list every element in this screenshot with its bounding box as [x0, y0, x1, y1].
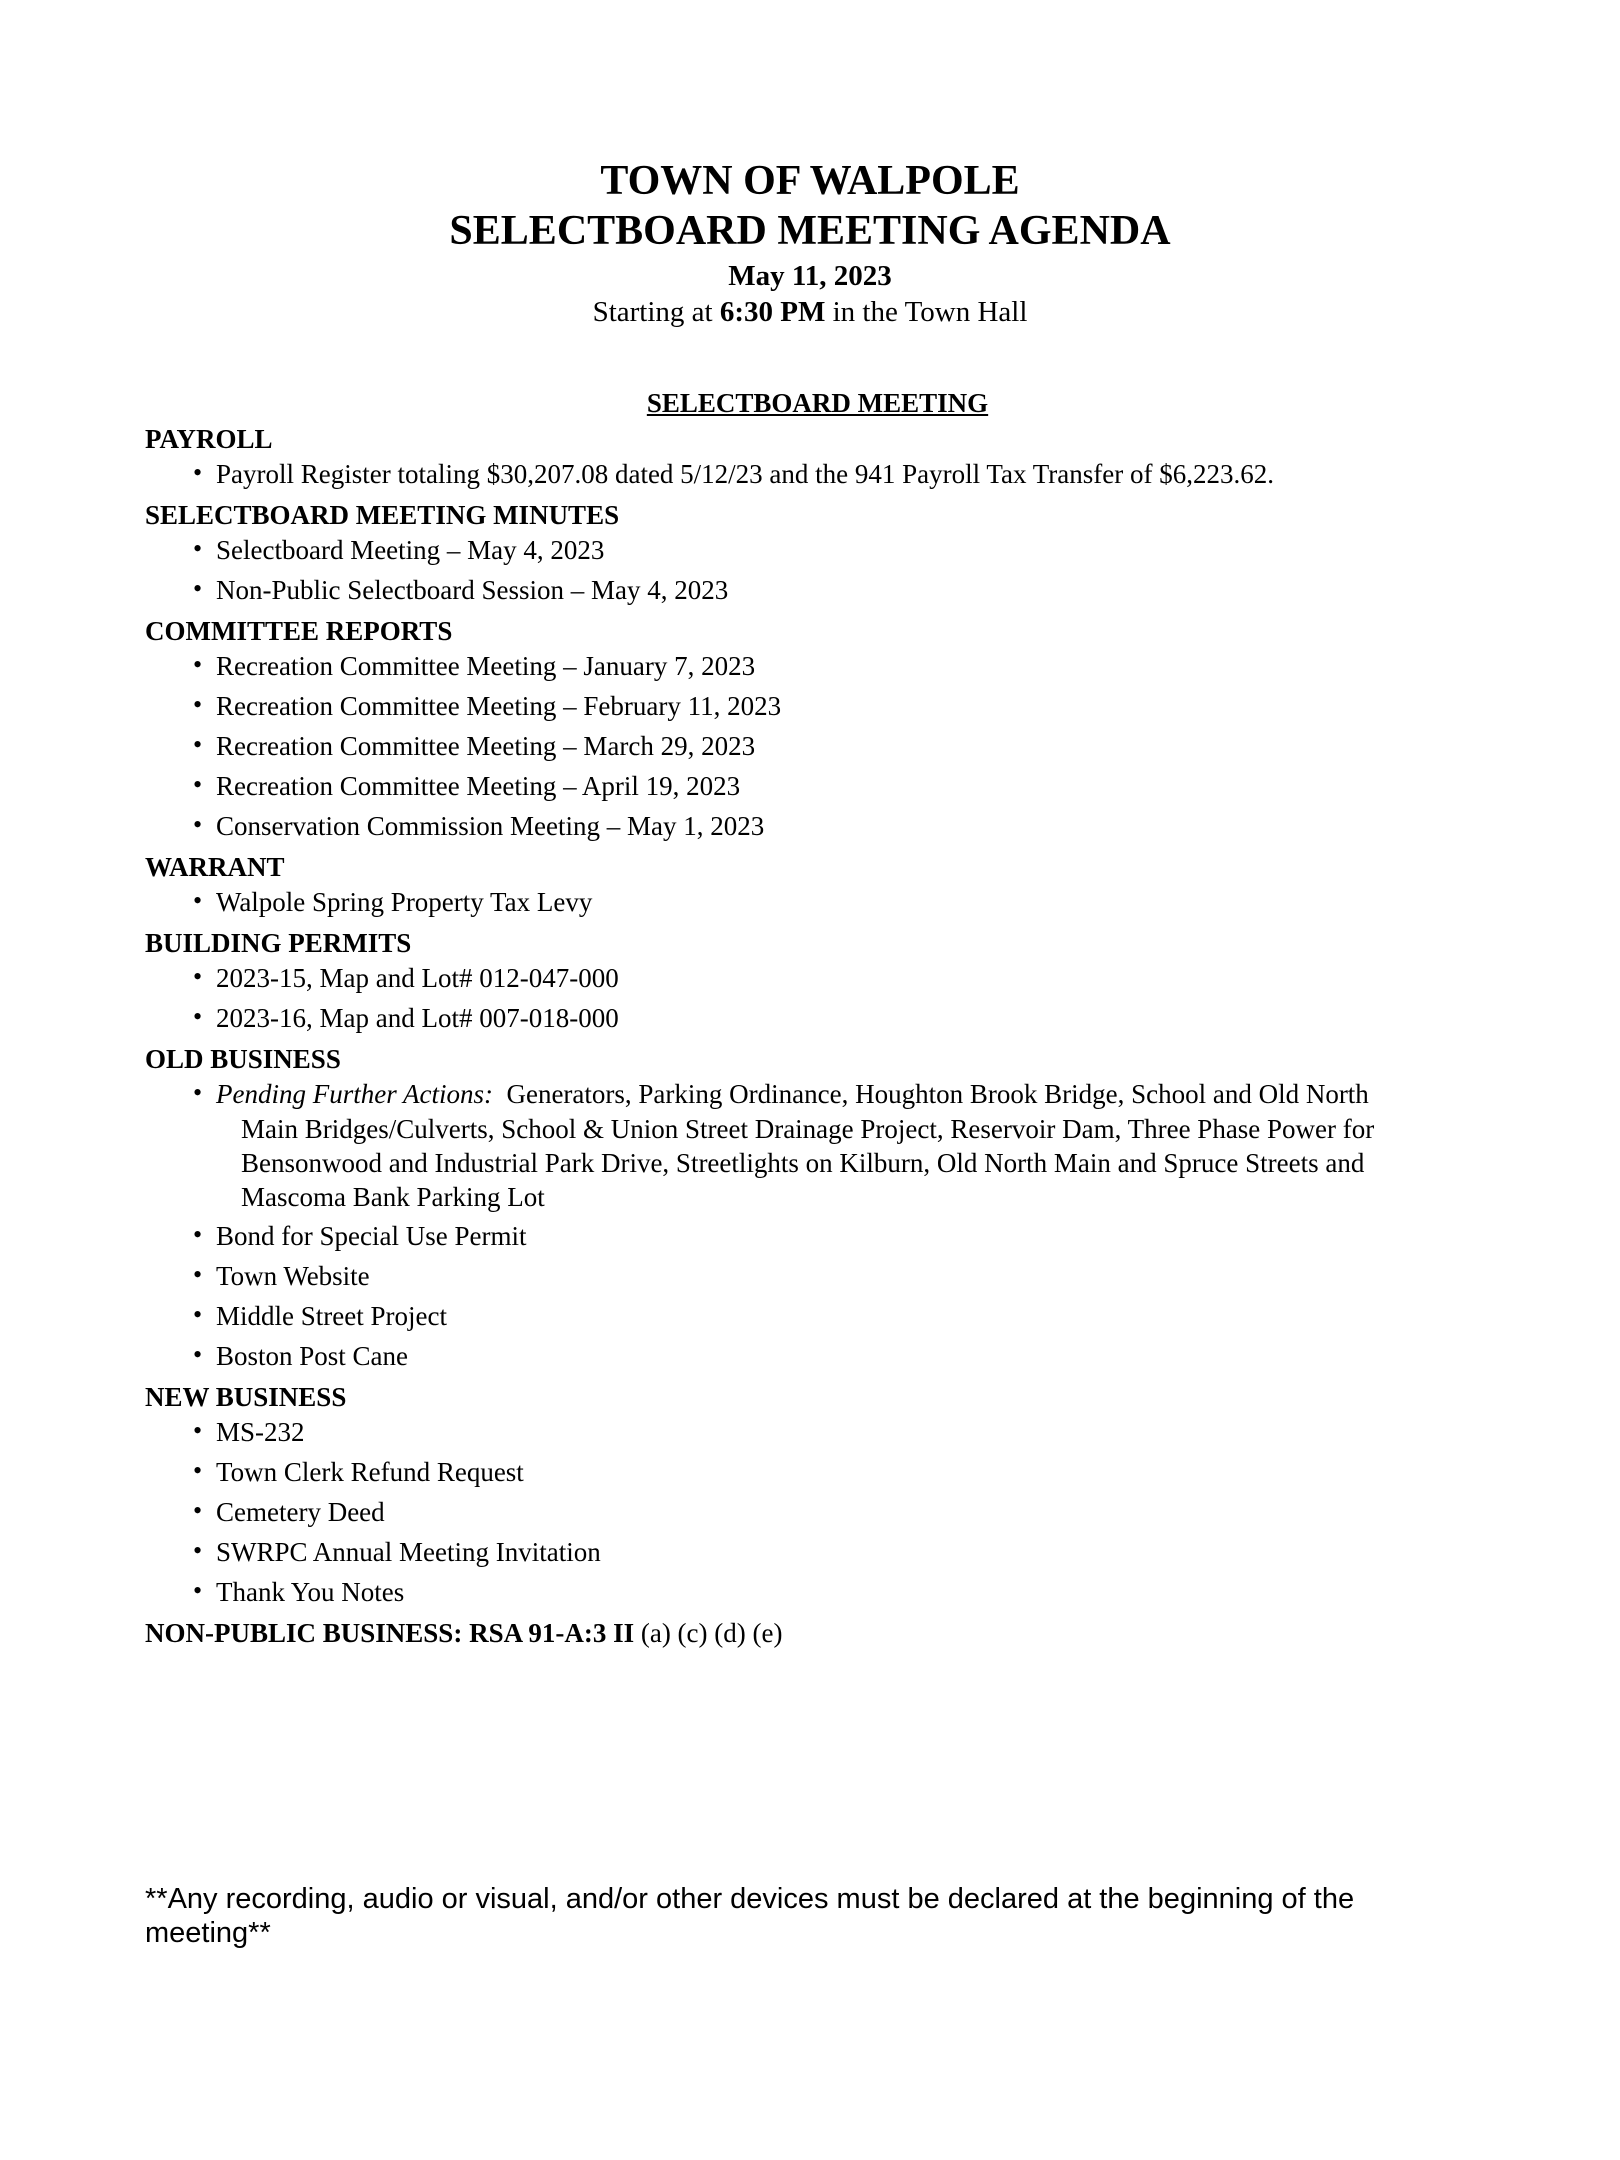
list-item: • Town Clerk Refund Request: [193, 1455, 1485, 1490]
list-item: • 2023-15, Map and Lot# 012-047-000: [193, 961, 1485, 996]
recording-notice-line1: **Any recording, audio or visual, and/or other devices must be declared at the beginning of the: [145, 1883, 1355, 1915]
list-item: • Recreation Committee Meeting – April 19, 2023: [193, 769, 1485, 804]
bullet-icon: •: [193, 886, 203, 915]
list-item: • Boston Post Cane: [193, 1339, 1485, 1374]
pending-actions-item: [193, 1077, 1485, 1214]
minutes-list: [145, 533, 1485, 608]
list-item: • Recreation Committee Meeting – January 7, 2023: [193, 649, 1485, 684]
permits-list: [145, 961, 1485, 1036]
bullet-icon: •: [193, 1078, 203, 1107]
start-prefix: Starting at: [592, 296, 720, 328]
bullet-icon: •: [193, 1300, 203, 1329]
bullet-icon: •: [193, 534, 203, 563]
bullet-icon: •: [193, 770, 203, 799]
agenda-body: [145, 385, 1485, 1651]
list-item: • MS-232: [193, 1415, 1485, 1450]
meeting-date: May 11, 2023: [728, 260, 892, 292]
bullet-icon: •: [193, 690, 203, 719]
bullet-icon: •: [193, 1496, 203, 1525]
new-business-heading: NEW BUSINESS: [145, 1382, 347, 1412]
list-item: • Cemetery Deed: [193, 1495, 1485, 1530]
payroll-heading: PAYROLL: [145, 424, 273, 454]
agenda-title: SELECTBOARD MEETING AGENDA: [449, 208, 1171, 254]
list-item: • Thank You Notes: [193, 1575, 1485, 1610]
section-heading: SELECTBOARD MEETING: [646, 388, 989, 418]
committee-list: [145, 649, 1485, 844]
start-suffix: in the Town Hall: [825, 296, 1028, 328]
warrant-list: [145, 885, 1485, 920]
pending-cont-3: Mascoma Bank Parking Lot: [241, 1182, 545, 1212]
bullet-icon: •: [193, 1456, 203, 1485]
recording-notice: [145, 1882, 1445, 1950]
bullet-icon: •: [193, 1220, 203, 1249]
old-business-heading: OLD BUSINESS: [145, 1044, 341, 1074]
bullet-icon: •: [193, 962, 203, 991]
town-title: TOWN OF WALPOLE: [600, 158, 1020, 204]
list-item: • Walpole Spring Property Tax Levy: [193, 885, 1485, 920]
bullet-icon: •: [193, 1260, 203, 1289]
bullet-icon: •: [193, 810, 203, 839]
list-item: • Payroll Register totaling $30,207.08 dated 5/12/23 and the 941 Payroll Tax Transfer of $6,223.62.: [193, 457, 1485, 492]
bullet-icon: •: [193, 1002, 203, 1031]
list-item: • Recreation Committee Meeting – February 11, 2023: [193, 689, 1485, 724]
minutes-heading: SELECTBOARD MEETING MINUTES: [145, 500, 620, 530]
bullet-icon: •: [193, 458, 203, 487]
warrant-heading: WARRANT: [145, 852, 285, 882]
bullet-icon: •: [193, 1536, 203, 1565]
bullet-icon: •: [193, 730, 203, 759]
list-item: • Town Website: [193, 1259, 1485, 1294]
list-item: • Selectboard Meeting – May 4, 2023: [193, 533, 1485, 568]
bullet-icon: •: [193, 650, 203, 679]
committee-heading: COMMITTEE REPORTS: [145, 616, 453, 646]
new-business-list: [145, 1415, 1485, 1610]
start-time: 6:30 PM: [719, 296, 826, 328]
pending-first: Generators, Parking Ordinance, Houghton Brook Bridge, School and Old North: [492, 1079, 1369, 1109]
non-public-suffix: (a) (c) (d) (e): [634, 1618, 783, 1648]
non-public-business: [145, 1615, 1485, 1651]
recording-notice-line2: meeting**: [145, 1917, 271, 1949]
bullet-icon: •: [193, 1576, 203, 1605]
pending-cont-2: Bensonwood and Industrial Park Drive, Streetlights on Kilburn, Old North Main and Spruce Streets and: [241, 1148, 1365, 1178]
non-public-label: NON-PUBLIC BUSINESS: RSA 91-A:3 II: [145, 1618, 635, 1648]
list-item: • Middle Street Project: [193, 1299, 1485, 1334]
payroll-list: [145, 457, 1485, 492]
agenda-header: [0, 156, 1620, 330]
bullet-icon: •: [193, 574, 203, 603]
meeting-start-line: [0, 294, 1620, 330]
old-business-list: [145, 1077, 1485, 1374]
list-item: • 2023-16, Map and Lot# 007-018-000: [193, 1001, 1485, 1036]
bullet-icon: •: [193, 1416, 203, 1445]
bullet-icon: •: [193, 1340, 203, 1369]
pending-cont-1: Main Bridges/Culverts, School & Union Street Drainage Project, Reservoir Dam, Three Phase Power for: [241, 1114, 1375, 1144]
permits-heading: BUILDING PERMITS: [145, 928, 412, 958]
pending-lead: Pending Further Actions:: [216, 1079, 493, 1109]
list-item: • SWRPC Annual Meeting Invitation: [193, 1535, 1485, 1570]
list-item: • Non-Public Selectboard Session – May 4, 2023: [193, 573, 1485, 608]
list-item: • Bond for Special Use Permit: [193, 1219, 1485, 1254]
list-item: • Recreation Committee Meeting – March 29, 2023: [193, 729, 1485, 764]
list-item: • Conservation Commission Meeting – May 1, 2023: [193, 809, 1485, 844]
